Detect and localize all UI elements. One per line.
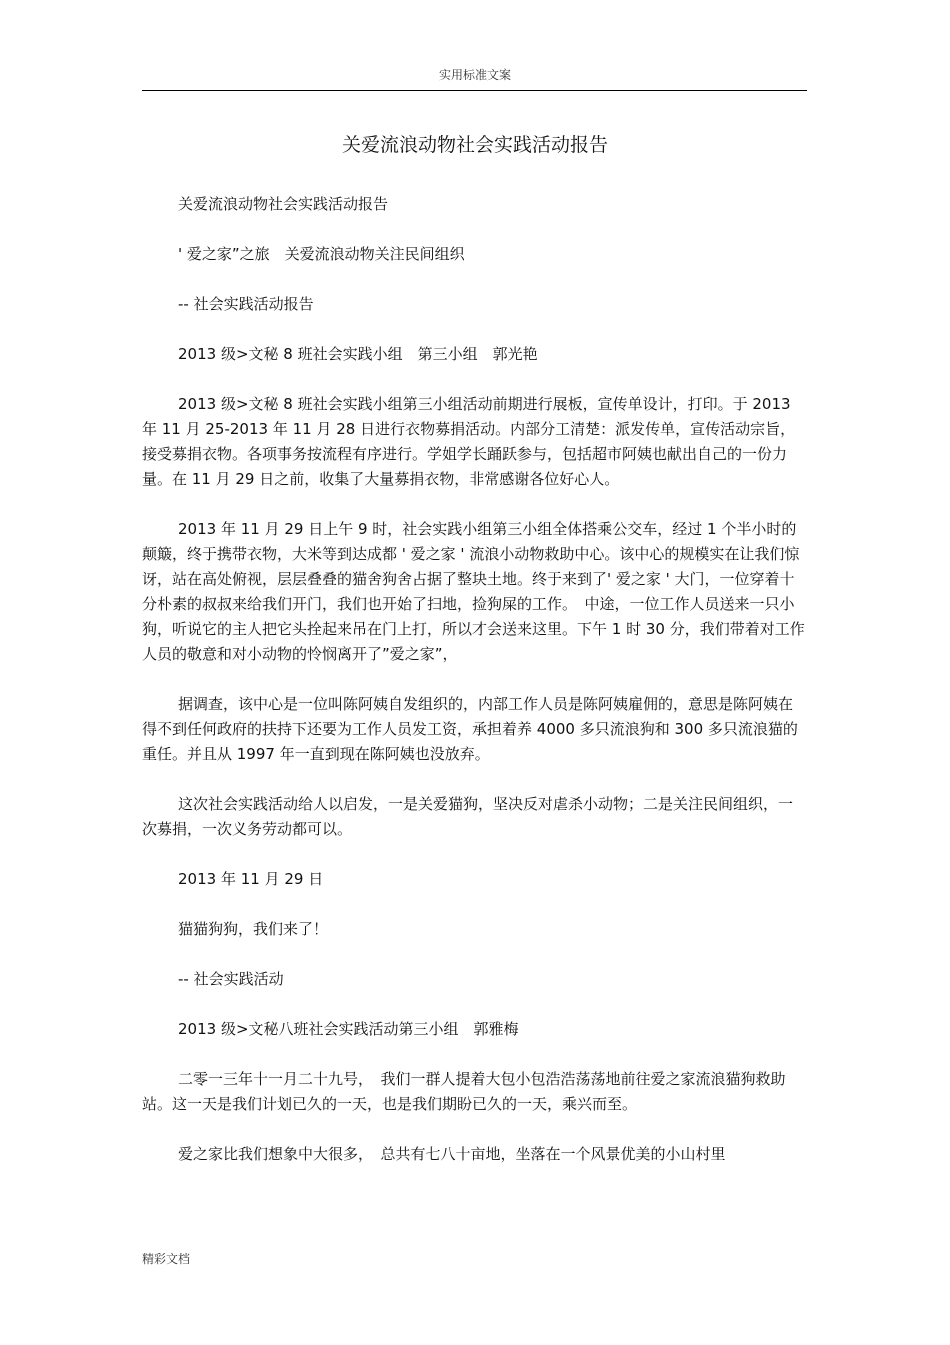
report-type-line: -- 社会实践活动报告 xyxy=(178,295,314,313)
theme-line: ' 爱之家”之旅 关爱流浪动物关注民间组织 xyxy=(178,245,465,263)
page-header: 实用标准文案 xyxy=(438,68,511,82)
date-line: 2013 年 11 月 29 日 xyxy=(178,870,324,888)
section-heading: 猫猫狗狗，我们来了！ xyxy=(178,920,329,938)
document-body xyxy=(142,192,807,1192)
body-paragraph: 二零一三年十一月二十九号， 我们一群人提着大包小包浩浩荡荡地前往爱之家流浪猫狗救助站。这一天是我们计划已久的一天，也是我们期盼已久的一天，乘兴而至。 xyxy=(142,1070,786,1113)
body-paragraph: 据调查，该中心是一位叫陈阿姨自发组织的，内部工作人员是陈阿姨雇佣的，意思是陈阿姨在得不到任何政府的扶持下还要为工作人员发工资，承担着养 4000 多只流浪狗和 300 多只流浪猫的重任。并且从 1997 年一直到现在陈阿姨也没放弃。 xyxy=(142,695,798,763)
document-title: 关爱流浪动物社会实践活动报告 xyxy=(341,134,608,156)
page-footer: 精彩文档 xyxy=(142,1252,191,1266)
body-paragraph: 这次社会实践活动给人以启发，一是关爱猫狗，坚决反对虐杀小动物；二是关注民间组织，一次募捐，一次义务劳动都可以。 xyxy=(142,795,794,838)
body-paragraph: 爱之家比我们想象中大很多， 总共有七八十亩地，坐落在一个风景优美的小山村里 xyxy=(178,1145,726,1163)
body-paragraph: 2013 级>文秘 8 班社会实践小组第三小组活动前期进行展板，宣传单设计，打印。于 2013 年 11 月 25-2013 年 11 月 28 日进行衣物募捐活动。内部分工清楚：派发传单，宣传活动宗旨，接受募捐衣物。各项事务按流程有序进行。学姐学长踊跃参与，包括超市阿姨也献出自己的一份力量。在 11 月 29 日之前，收集了大量募捐衣物，非常感谢各位好心人。 xyxy=(142,395,796,488)
section-subheading: -- 社会实践活动 xyxy=(178,970,284,988)
author-line: 2013 级>文秘八班社会实践活动第三小组 郭雅梅 xyxy=(178,1020,519,1038)
subtitle-paragraph: 关爱流浪动物社会实践活动报告 xyxy=(178,195,389,213)
author-line: 2013 级>文秘 8 班社会实践小组 第三小组 郭光艳 xyxy=(178,345,538,363)
body-paragraph: 2013 年 11 月 29 日上午 9 时，社会实践小组第三小组全体搭乘公交车，经过 1 个半小时的颠簸，终于携带衣物，大米等到达成都 ' 爱之家 ' 流浪小动物救助中心。该中心的规模实在让我们惊讶，站在高处俯视，层层叠叠的猫舍狗舍占据了整块土地。终于来到了' 爱之家 ' 大门，一位穿着十分朴素的叔叔来给我们开门，我们也开始了扫地，捡狗屎的工作。 中途，一位工作人员送来一只小狗，听说它的主人把它头拴起来吊在门上打，所以才会送来这里。下午 1 时 30 分，我们带着对工作人员的敬意和对小动物的怜悯离开了”爱之家”， xyxy=(142,520,805,663)
header-divider xyxy=(142,90,807,91)
